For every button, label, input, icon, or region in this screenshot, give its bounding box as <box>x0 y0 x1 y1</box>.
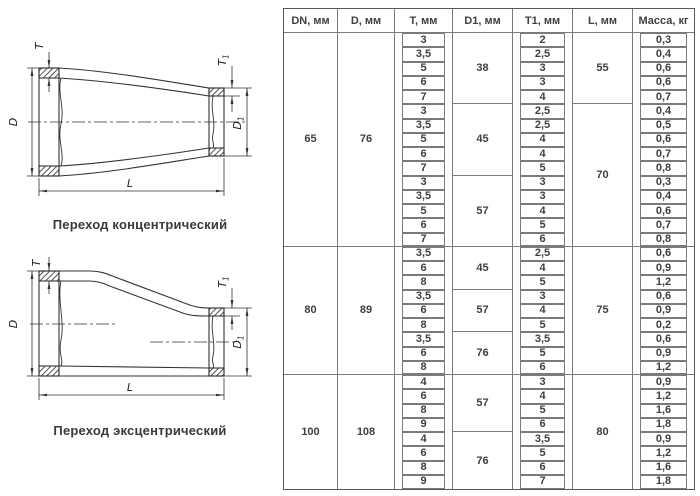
cell-mass-value: 0,9 <box>640 304 687 318</box>
cell-t-value: 3 <box>402 176 445 190</box>
cell-t <box>395 332 453 346</box>
cell-mass <box>633 290 694 304</box>
cell-dn: 100 <box>284 375 338 489</box>
col-header: T1, мм <box>513 9 573 33</box>
cell-mass <box>633 475 694 489</box>
cell-t1-value: 5 <box>520 404 565 418</box>
cell-t <box>395 247 453 261</box>
cell-t-value: 5 <box>402 133 445 147</box>
cell-t <box>395 204 453 218</box>
cell-t-value: 6 <box>402 261 445 275</box>
cell-t-value: 6 <box>402 147 445 161</box>
cell-t1-value: 3 <box>520 375 565 389</box>
cell-t-value: 3 <box>402 33 445 47</box>
cell-t1-value: 3 <box>520 290 565 304</box>
cell-t <box>395 190 453 204</box>
cell-d1: 57 <box>453 176 513 247</box>
cell-t-value: 7 <box>402 90 445 104</box>
dim-label-t: T <box>33 42 46 50</box>
cell-mass <box>633 104 694 118</box>
cell-d: 76 <box>338 33 395 247</box>
dim-label-l: L <box>126 177 134 190</box>
dim-label-t: T <box>30 259 43 267</box>
cell-t1-value: 2,5 <box>520 47 565 61</box>
cell-mass-value: 0,9 <box>640 375 687 389</box>
cell-t <box>395 446 453 460</box>
cell-t-value: 3,5 <box>402 247 445 261</box>
cell-t <box>395 176 453 190</box>
cell-t1 <box>513 119 573 133</box>
cell-mass-value: 0,6 <box>640 204 687 218</box>
concentric-reducer-diagram <box>4 26 276 218</box>
cell-t1 <box>513 33 573 47</box>
cell-t1 <box>513 147 573 161</box>
cell-mass <box>633 147 694 161</box>
cell-mass <box>633 247 694 261</box>
cell-t1-value: 4 <box>520 133 565 147</box>
cell-mass-value: 0,6 <box>640 133 687 147</box>
dimension-lines <box>27 257 252 400</box>
cell-t1 <box>513 475 573 489</box>
cell-mass <box>633 62 694 76</box>
cell-mass <box>633 261 694 275</box>
cell-t1 <box>513 318 573 332</box>
cell-t1-value: 2,5 <box>520 247 565 261</box>
cell-t1-value: 5 <box>520 218 565 232</box>
cell-mass-value: 1,6 <box>640 404 687 418</box>
cell-t-value: 3,5 <box>402 47 445 61</box>
cell-t1 <box>513 347 573 361</box>
cell-t1 <box>513 62 573 76</box>
col-header: T, мм <box>395 9 453 33</box>
cell-mass-value: 0,8 <box>640 161 687 175</box>
cell-t1-value: 5 <box>520 318 565 332</box>
cell-mass <box>633 218 694 232</box>
cell-t <box>395 133 453 147</box>
cell-t-value: 8 <box>402 318 445 332</box>
cell-mass <box>633 176 694 190</box>
cell-t-value: 6 <box>402 347 445 361</box>
cell-t1 <box>513 76 573 90</box>
cell-t1-value: 5 <box>520 347 565 361</box>
cell-mass-value: 1,8 <box>640 418 687 432</box>
cell-t1 <box>513 47 573 61</box>
cell-t-value: 8 <box>402 275 445 289</box>
cell-t1-value: 4 <box>520 147 565 161</box>
cell-t <box>395 147 453 161</box>
cell-mass <box>633 275 694 289</box>
cell-t-value: 3,5 <box>402 290 445 304</box>
cell-t <box>395 76 453 90</box>
cell-t1 <box>513 375 573 389</box>
cell-t <box>395 475 453 489</box>
cell-mass <box>633 332 694 346</box>
cell-d: 108 <box>338 375 395 489</box>
cell-t1-value: 6 <box>520 461 565 475</box>
cell-t1-value: 4 <box>520 304 565 318</box>
cell-t1 <box>513 275 573 289</box>
cell-mass-value: 0,3 <box>640 33 687 47</box>
cell-t1 <box>513 190 573 204</box>
drawings-panel <box>0 0 283 496</box>
cell-mass <box>633 461 694 475</box>
cell-t <box>395 361 453 375</box>
cell-t-value: 6 <box>402 304 445 318</box>
cell-mass-value: 1,2 <box>640 361 687 374</box>
eccentric-reducer-diagram <box>4 254 276 412</box>
cell-mass-value: 0,2 <box>640 318 687 332</box>
col-header: Масса, кг <box>633 9 694 33</box>
cell-dn: 65 <box>284 33 338 247</box>
cell-mass <box>633 133 694 147</box>
cell-mass-value: 0,6 <box>640 76 687 90</box>
cell-mass <box>633 389 694 403</box>
cell-mass <box>633 47 694 61</box>
cell-t-value: 4 <box>402 375 445 389</box>
cell-t-value: 3,5 <box>402 119 445 133</box>
cell-l: 55 <box>573 33 633 104</box>
cell-mass <box>633 404 694 418</box>
concentric-caption: Переход концентрический <box>52 217 228 232</box>
cell-t <box>395 161 453 175</box>
cell-t1 <box>513 432 573 446</box>
cell-t <box>395 418 453 432</box>
cell-t1-value: 5 <box>520 275 565 289</box>
cell-t-value: 9 <box>402 475 445 489</box>
cell-t-value: 5 <box>402 62 445 76</box>
cell-mass-value: 0,9 <box>640 347 687 361</box>
dim-label-d1: $D_1$ <box>231 335 246 349</box>
cell-t <box>395 304 453 318</box>
cell-mass-value: 1,6 <box>640 461 687 475</box>
cell-t-value: 6 <box>402 389 445 403</box>
cell-t-value: 7 <box>402 233 445 246</box>
cell-mass <box>633 446 694 460</box>
cell-mass <box>633 90 694 104</box>
cell-mass-value: 1,8 <box>640 475 687 489</box>
col-header: D, мм <box>338 9 395 33</box>
cell-d1: 76 <box>453 432 513 489</box>
cell-t1-value: 3 <box>520 190 565 204</box>
dim-label-t1: $T_1$ <box>216 276 231 288</box>
cell-mass-value: 0,7 <box>640 147 687 161</box>
cell-t1 <box>513 332 573 346</box>
cell-mass-value: 1,2 <box>640 446 687 460</box>
cell-d: 89 <box>338 247 395 375</box>
cell-t1 <box>513 261 573 275</box>
cell-l: 75 <box>573 247 633 375</box>
cell-mass-value: 1,2 <box>640 389 687 403</box>
cell-t1 <box>513 389 573 403</box>
cell-mass-value: 0,3 <box>640 176 687 190</box>
cell-t1-value: 6 <box>520 361 565 374</box>
cell-t-value: 8 <box>402 404 445 418</box>
cell-t <box>395 375 453 389</box>
cell-mass <box>633 204 694 218</box>
cell-t1-value: 3,5 <box>520 332 565 346</box>
cell-t1-value: 4 <box>520 204 565 218</box>
cell-mass-value: 0,4 <box>640 190 687 204</box>
cell-d1: 38 <box>453 33 513 104</box>
cell-t <box>395 389 453 403</box>
cell-t <box>395 233 453 247</box>
cell-mass <box>633 161 694 175</box>
cell-mass-value: 0,6 <box>640 290 687 304</box>
cell-mass <box>633 418 694 432</box>
cell-t-value: 3,5 <box>402 190 445 204</box>
cell-t <box>395 347 453 361</box>
cell-t-value: 4 <box>402 432 445 446</box>
cell-t1 <box>513 304 573 318</box>
cell-t1-value: 6 <box>520 233 565 246</box>
cell-l: 80 <box>573 375 633 489</box>
cell-mass-value: 0,5 <box>640 119 687 133</box>
cell-t1-value: 3 <box>520 62 565 76</box>
cell-mass <box>633 318 694 332</box>
cell-mass-value: 0,4 <box>640 47 687 61</box>
cell-t-value: 6 <box>402 218 445 232</box>
cell-mass-value: 0,6 <box>640 62 687 76</box>
cell-mass-value: 1,2 <box>640 275 687 289</box>
cell-mass <box>633 347 694 361</box>
dim-label-d1: $D_1$ <box>231 116 246 130</box>
cell-t-value: 6 <box>402 76 445 90</box>
cell-d1: 45 <box>453 247 513 290</box>
cell-mass <box>633 432 694 446</box>
cell-mass-value: 0,9 <box>640 261 687 275</box>
cell-t1 <box>513 247 573 261</box>
cell-t1 <box>513 461 573 475</box>
cell-t1-value: 2,5 <box>520 119 565 133</box>
cell-t <box>395 62 453 76</box>
cell-t-value: 3,5 <box>402 332 445 346</box>
cell-t1-value: 6 <box>520 418 565 432</box>
col-header: L, мм <box>573 9 633 33</box>
cell-t1-value: 5 <box>520 161 565 175</box>
cell-t <box>395 432 453 446</box>
cell-mass <box>633 304 694 318</box>
cell-t1 <box>513 361 573 375</box>
cell-mass-value: 0,7 <box>640 218 687 232</box>
dimension-arrows <box>31 60 249 192</box>
cell-t1 <box>513 290 573 304</box>
cell-t1 <box>513 418 573 432</box>
cell-t <box>395 290 453 304</box>
cell-t1-value: 4 <box>520 90 565 104</box>
col-header: D1, мм <box>453 9 513 33</box>
cell-t-value: 8 <box>402 461 445 475</box>
cell-t <box>395 275 453 289</box>
cell-t <box>395 90 453 104</box>
cell-mass <box>633 375 694 389</box>
cell-d1: 57 <box>453 290 513 333</box>
cell-t1 <box>513 104 573 118</box>
cell-d1: 76 <box>453 332 513 375</box>
cell-mass <box>633 33 694 47</box>
cell-t <box>395 461 453 475</box>
cell-t-value: 8 <box>402 361 445 374</box>
cell-t1-value: 4 <box>520 261 565 275</box>
dim-label-d: D <box>7 319 20 329</box>
cell-t1 <box>513 204 573 218</box>
cell-t1 <box>513 176 573 190</box>
cell-mass-value: 0,7 <box>640 90 687 104</box>
cell-mass <box>633 233 694 247</box>
cell-d1: 45 <box>453 104 513 175</box>
cell-mass <box>633 119 694 133</box>
cell-t1 <box>513 446 573 460</box>
cell-t1 <box>513 133 573 147</box>
cell-t1-value: 2 <box>520 33 565 47</box>
cell-t1-value: 4 <box>520 389 565 403</box>
cell-t <box>395 261 453 275</box>
reducer-body <box>39 271 224 376</box>
cell-d1: 57 <box>453 375 513 432</box>
cell-t <box>395 318 453 332</box>
cell-t <box>395 104 453 118</box>
cell-mass <box>633 190 694 204</box>
cell-t1 <box>513 90 573 104</box>
cell-t <box>395 33 453 47</box>
cell-t1 <box>513 161 573 175</box>
cell-t-value: 9 <box>402 418 445 432</box>
cell-t1-value: 2,5 <box>520 104 565 118</box>
cell-t1-value: 3,5 <box>520 432 565 446</box>
dim-label-t1: $T_1$ <box>216 54 231 66</box>
cell-mass-value: 0,6 <box>640 247 687 261</box>
cell-mass <box>633 76 694 90</box>
cell-mass-value: 0,6 <box>640 332 687 346</box>
dim-label-d: D <box>7 117 20 127</box>
cell-dn: 80 <box>284 247 338 375</box>
cell-t <box>395 404 453 418</box>
cell-t1-value: 7 <box>520 475 565 489</box>
cell-mass-value: 0,9 <box>640 432 687 446</box>
cell-t-value: 5 <box>402 204 445 218</box>
cell-mass-value: 0,4 <box>640 104 687 118</box>
cell-t1-value: 5 <box>520 446 565 460</box>
cell-t1-value: 3 <box>520 76 565 90</box>
cell-t <box>395 119 453 133</box>
cell-mass-value: 0,8 <box>640 233 687 246</box>
cell-t <box>395 218 453 232</box>
cell-mass <box>633 361 694 375</box>
cell-t1 <box>513 218 573 232</box>
cell-l: 70 <box>573 104 633 247</box>
cell-t1-value: 3 <box>520 176 565 190</box>
cell-t-value: 6 <box>402 446 445 460</box>
dimensions-table <box>283 8 695 490</box>
cell-t1 <box>513 404 573 418</box>
cell-t-value: 7 <box>402 161 445 175</box>
eccentric-caption: Переход эксцентрический <box>53 423 227 438</box>
cell-t1 <box>513 233 573 247</box>
cell-t <box>395 47 453 61</box>
dim-label-l: L <box>126 381 134 394</box>
col-header: DN, мм <box>284 9 338 33</box>
cell-t-value: 3 <box>402 104 445 118</box>
